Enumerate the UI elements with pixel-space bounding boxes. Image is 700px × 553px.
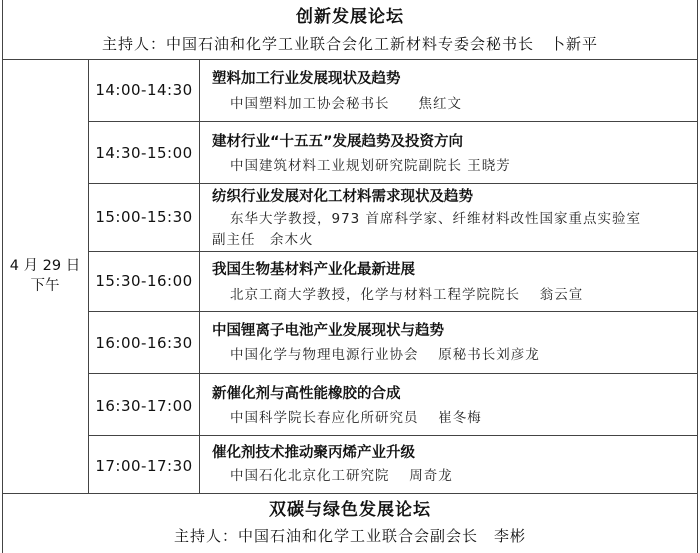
session-topic: 中国锂离子电池产业发展现状与趋势: [212, 323, 444, 339]
table-border-right: [697, 0, 698, 553]
session-speaker: 中国化学与物理电源行业协会 原秘书长刘彦龙: [230, 347, 540, 363]
session-time: 15:00-15:30: [95, 208, 193, 226]
row-divider: [88, 373, 698, 374]
session-speaker: 中国建筑材料工业规划研究院副院长 王晓芳: [230, 158, 511, 174]
column-divider: [199, 59, 200, 494]
session-speaker: 中国塑料加工协会秘书长 焦红文: [230, 96, 462, 112]
session-topic: 建材行业“十五五”发展趋势及投资方向: [212, 134, 464, 150]
session-speaker: 北京工商大学教授，化学与材料工程学院院长 翁云宣: [230, 287, 584, 303]
session-speaker: 东华大学教授，973 首席科学家、纤维材料改性国家重点实验室: [230, 211, 642, 227]
row-divider: [88, 121, 698, 122]
session-speaker: 中国科学院长春应化所研究员 崔冬梅: [230, 410, 482, 426]
time-of-day-label: 下午: [30, 278, 60, 294]
forum-title: 双碳与绿色发展论坛: [269, 500, 431, 520]
forum-host: 主持人：中国石油和化学工业联合会副会长 李彬: [173, 527, 526, 545]
forum-host: 主持人：中国石油和化学工业联合会化工新材料专委会秘书长 卜新平: [101, 35, 598, 53]
row-divider: [88, 311, 698, 312]
session-speaker-continued: 副主任 余木火: [212, 232, 314, 248]
session-time: 16:30-17:00: [95, 397, 193, 415]
date-label: 4 月 29 日: [9, 258, 81, 274]
session-topic: 新催化剂与高性能橡胶的合成: [212, 386, 401, 402]
date-cell: [2, 256, 88, 296]
session-time: 17:00-17:30: [95, 457, 193, 475]
session-topic: 纺织行业发展对化工材料需求现状及趋势: [212, 189, 473, 205]
row-divider: [88, 435, 698, 436]
forum-title: 创新发展论坛: [296, 7, 404, 27]
session-topic: 塑料加工行业发展现状及趋势: [212, 71, 401, 87]
row-divider: [88, 183, 698, 184]
session-speaker: 中国石化北京化工研究院 周奇龙: [230, 468, 453, 484]
row-divider: [2, 59, 698, 60]
session-time: 14:30-15:00: [95, 144, 193, 162]
session-topic: 催化剂技术推动聚丙烯产业升级: [212, 445, 415, 461]
session-time: 14:00-14:30: [95, 81, 193, 99]
row-divider: [2, 493, 698, 494]
session-topic: 我国生物基材料产业化最新进展: [212, 262, 415, 278]
row-divider: [88, 251, 698, 252]
session-time: 16:00-16:30: [95, 334, 193, 352]
session-time: 15:30-16:00: [95, 272, 193, 290]
